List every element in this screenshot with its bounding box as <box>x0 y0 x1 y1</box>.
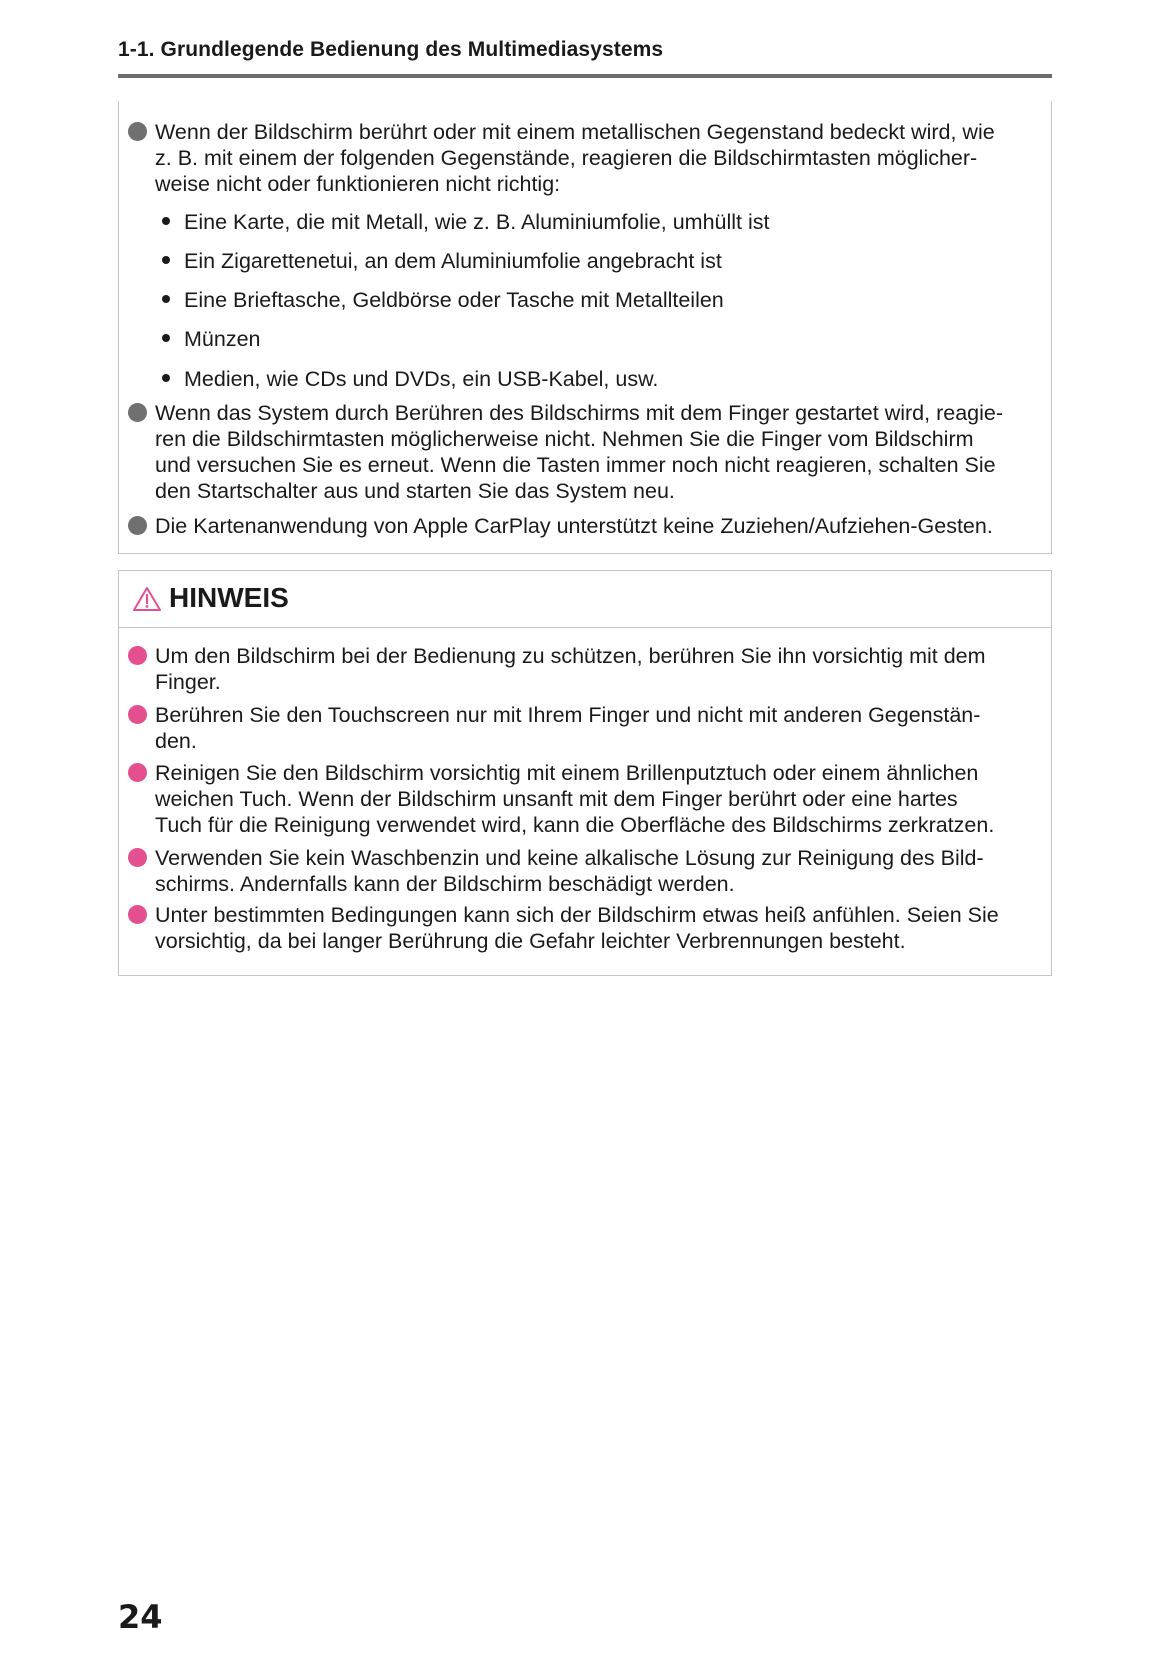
sub-bullet-icon <box>162 256 170 264</box>
sub-item-2: Ein Zigarettenetui, an dem Aluminiumfolie angebracht ist <box>184 249 722 273</box>
bullet-icon <box>128 403 147 422</box>
hinweis-item-1-line-1: Um den Bildschirm bei der Bedienung zu schützen, berühren Sie ihn vorsichtig mit dem <box>155 644 986 668</box>
hinweis-item-5-line-2: vorsichtig, da bei langer Berührung die Gefahr leichter Verbrennungen besteht. <box>155 929 906 953</box>
hinweis-item-3-line-1: Reinigen Sie den Bildschirm vorsichtig mit einem Brillenputztuch oder einem ähnlichen <box>155 761 979 785</box>
sub-bullet-icon <box>162 295 170 303</box>
hinweis-item-1-line-2: Finger. <box>155 670 221 694</box>
section-header-title: 1-1. Grundlegende Bedienung des Multimediasystems <box>118 38 664 61</box>
hinweis-item-3-line-3: Tuch für die Reinigung verwendet wird, kann die Oberfläche des Bildschirms zerkratzen. <box>155 813 995 837</box>
sub-item-3: Eine Brieftasche, Geldbörse oder Tasche mit Metallteilen <box>184 288 724 312</box>
hinweis-item-3-line-2: weichen Tuch. Wenn der Bildschirm unsanft mit dem Finger berührt oder eine hartes <box>155 787 958 811</box>
sub-item-1: Eine Karte, die mit Metall, wie z. B. Aluminiumfolie, umhüllt ist <box>184 210 770 234</box>
header-divider <box>118 74 1052 78</box>
sub-item-4: Münzen <box>184 327 261 351</box>
hinweis-item-4-line-2: schirms. Andernfalls kann der Bildschirm beschädigt werden. <box>155 872 735 896</box>
hinweis-item-5-line-1: Unter bestimmten Bedingungen kann sich der Bildschirm etwas heiß anfühlen. Seien Sie <box>155 903 999 927</box>
hinweis-item-4-line-1: Verwenden Sie kein Waschbenzin und keine alkalische Lösung zur Reinigung des Bild- <box>155 846 984 870</box>
hinweis-header <box>119 571 1051 628</box>
bullet-icon <box>128 905 147 924</box>
bullet-icon <box>128 516 147 535</box>
info-item-2-line-4: den Startschalter aus und starten Sie das System neu. <box>155 479 675 503</box>
sub-bullet-icon <box>162 217 170 225</box>
bullet-icon <box>128 763 147 782</box>
info-item-2-line-2: ren die Bildschirmtasten möglicherweise nicht. Nehmen Sie die Finger vom Bildschirm <box>155 427 974 451</box>
sub-bullet-icon <box>162 374 170 382</box>
info-item-2-line-3: und versuchen Sie es erneut. Wenn die Tasten immer noch nicht reagieren, schalten Sie <box>155 453 996 477</box>
bullet-icon <box>128 848 147 867</box>
page-number: 24 <box>118 1598 163 1636</box>
hinweis-item-2-line-1: Berühren Sie den Touchscreen nur mit Ihrem Finger und nicht mit anderen Gegenstän- <box>155 703 981 727</box>
info-item-1-line-1: Wenn der Bildschirm berührt oder mit einem metallischen Gegenstand bedeckt wird, wie <box>155 120 995 144</box>
bullet-icon <box>128 646 147 665</box>
hinweis-item-2-line-2: den. <box>155 729 197 753</box>
bullet-icon <box>128 122 147 141</box>
info-item-2-line-1: Wenn das System durch Berühren des Bildschirms mit dem Finger gestartet wird, reagie- <box>155 401 1004 425</box>
sub-bullet-icon <box>162 334 170 342</box>
warning-triangle-icon <box>132 586 162 612</box>
info-item-1-line-3: weise nicht oder funktionieren nicht richtig: <box>155 172 561 196</box>
hinweis-title: HINWEIS <box>169 582 289 613</box>
bullet-icon <box>128 705 147 724</box>
info-item-1-line-2: z. B. mit einem der folgenden Gegenstände, reagieren die Bildschirmtasten möglicher- <box>155 146 978 170</box>
info-item-3-line-1: Die Kartenanwendung von Apple CarPlay unterstützt keine Zuziehen/Aufziehen-Gesten. <box>155 514 993 538</box>
sub-item-5: Medien, wie CDs und DVDs, ein USB-Kabel, usw. <box>184 367 659 391</box>
